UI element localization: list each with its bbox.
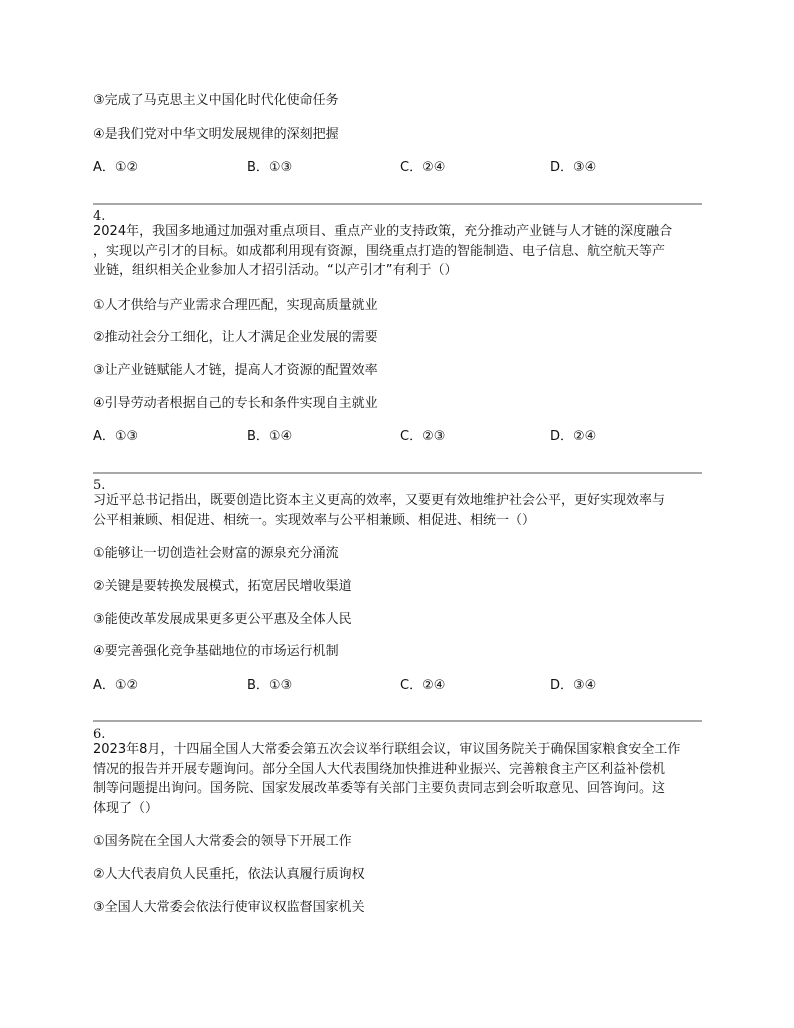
q4-stem <box>93 222 703 281</box>
q4-stem-line: ，实现以产引才的目标。如成都利用现有资源，围绕重点打造的智能制造、电子信息、航空航天等产 <box>93 243 666 259</box>
q5-options <box>93 676 703 696</box>
q5-stem-line: 公平相兼顾、相促进、相统一。实现效率与公平相兼顾、相促进、相统一（） <box>93 512 536 528</box>
q4-option-c[interactable]: C．②③ <box>400 429 446 444</box>
question-divider <box>93 472 702 474</box>
q5-option-c[interactable]: C．②④ <box>400 678 446 693</box>
q4-choice-2: ②推动社会分工细化，让人才满足企业发展的需要 <box>93 330 378 345</box>
q5-choice-1: ①能够让一切创造社会财富的源泉充分涌流 <box>93 546 339 561</box>
q5-option-b[interactable]: B．①③ <box>247 678 293 693</box>
q6-stem-line: 情况的报告并开展专题询问。部分全国人大代表围绕加快推进种业振兴、完善粮食主产区利益补偿机 <box>93 761 666 777</box>
q4-stem-line: 2024年，我国多地通过加强对重点项目、重点产业的支持政策，充分推动产业链与人才链的深度融合 <box>93 224 673 239</box>
q5-option-a[interactable]: A．①② <box>93 678 139 693</box>
q3-option-b[interactable]: B．①③ <box>247 160 293 175</box>
q6-choice-2: ②人大代表肩负人民重托，依法认真履行质询权 <box>93 867 365 882</box>
q3-choice-3: ③完成了马克思主义中国化时代化使命任务 <box>93 93 339 108</box>
q4-choice-4: ④引导劳动者根据自己的专长和条件实现自主就业 <box>93 396 378 411</box>
q4-stem-line: 业链，组织相关企业参加人才招引活动。“以产引才”有利于（） <box>93 263 458 278</box>
q3-option-c[interactable]: C．②④ <box>400 160 446 175</box>
q3-option-a[interactable]: A．①② <box>93 160 139 175</box>
q3-option-d[interactable]: D．③④ <box>550 160 597 175</box>
question-divider <box>93 203 702 205</box>
q3-options <box>93 158 703 178</box>
q5-choice-4: ④要完善强化竞争基础地位的市场运行机制 <box>93 644 339 659</box>
q6-stem-line: 体现了（） <box>93 800 159 816</box>
q5-option-d[interactable]: D．③④ <box>550 678 597 693</box>
q4-option-a[interactable]: A．①③ <box>93 429 139 444</box>
q6-number: 6. <box>93 727 106 742</box>
q5-number: 5. <box>93 478 106 493</box>
q4-options <box>93 427 703 447</box>
q4-option-b[interactable]: B．①④ <box>247 429 293 444</box>
q6-choice-3: ③全国人大常委会依法行使审议权监督国家机关 <box>93 900 365 915</box>
q5-stem <box>93 491 703 530</box>
q4-choice-3: ③让产业链赋能人才链，提高人才资源的配置效率 <box>93 363 378 378</box>
q6-stem-line: 制等问题提出询问。国务院、国家发展改革委等有关部门主要负责同志到会听取意见、回答询问。这 <box>93 781 666 796</box>
q4-choice-1: ①人才供给与产业需求合理匹配，实现高质量就业 <box>93 298 378 313</box>
q6-stem-line: 2023年8月，十四届全国人大常委会第五次会议举行联组会议，审议国务院关于确保国家粮食安全工作 <box>93 742 681 757</box>
q6-stem <box>93 740 703 818</box>
q4-option-d[interactable]: D．②④ <box>550 429 597 444</box>
q5-stem-line: 习近平总书记指出，既要创造比资本主义更高的效率，又要更有效地维护社会公平，更好实现效率与 <box>93 493 666 508</box>
q5-choice-2: ②关键是要转换发展模式，拓宽居民增收渠道 <box>93 579 352 594</box>
q6-choice-1: ①国务院在全国人大常委会的领导下开展工作 <box>93 834 352 849</box>
q3-choice-4: ④是我们党对中华文明发展规律的深刻把握 <box>93 127 339 142</box>
question-divider <box>93 720 702 722</box>
q4-number: 4. <box>93 209 106 224</box>
q5-choice-3: ③能使改革发展成果更多更公平惠及全体人民 <box>93 612 352 627</box>
